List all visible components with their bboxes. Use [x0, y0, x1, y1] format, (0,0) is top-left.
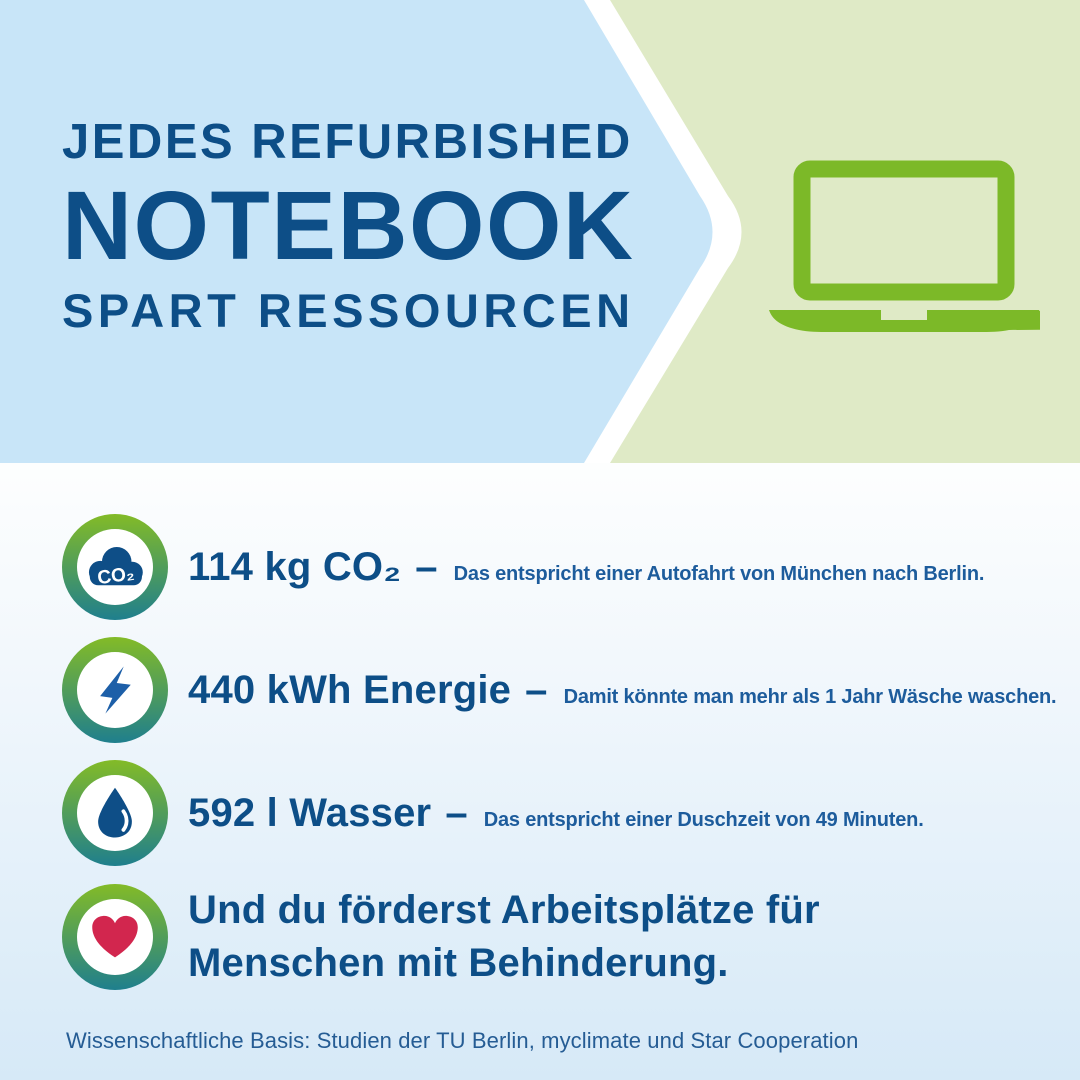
co2-icon-inner — [77, 529, 153, 605]
fact-value: 440 kWh Energie — [188, 667, 512, 712]
laptop-icon — [768, 155, 1040, 337]
fact-row-energy — [62, 637, 1056, 743]
water-drop-icon — [62, 760, 168, 866]
title-line-3: SPART RESSOURCEN — [62, 283, 635, 337]
fact-description: Das entspricht einer Autofahrt von München nach Berlin. — [453, 562, 985, 585]
fact-dash: – — [525, 667, 548, 712]
fact-row-co2 — [62, 514, 984, 620]
fact-text-jobs — [188, 884, 820, 990]
fact-description: Damit könnte man mehr als 1 Jahr Wäsche waschen. — [563, 685, 1057, 708]
lightning-icon-inner — [77, 652, 153, 728]
facts-section — [0, 463, 1080, 1080]
fact-description: Das entspricht einer Duschzeit von 49 Minuten. — [483, 808, 924, 831]
header-band — [0, 0, 1080, 463]
lightning-icon — [62, 637, 168, 743]
fact-value: 114 kg CO₂ — [188, 544, 402, 589]
bolt-glyph — [87, 662, 143, 718]
fact-text-water — [188, 791, 924, 836]
title-line-1: JEDES REFURBISHED — [62, 115, 633, 169]
svg-text:CO₂: CO₂ — [96, 563, 136, 590]
source-note: Wissenschaftliche Basis: Studien der TU Berlin, myclimate und Star Cooperation — [66, 1028, 859, 1053]
fact-row-water — [62, 760, 924, 866]
drop-glyph — [88, 785, 142, 841]
fact-text-co2 — [188, 545, 984, 590]
page-title — [62, 116, 635, 337]
fact-row-jobs — [62, 884, 820, 990]
fact-text-energy — [188, 668, 1056, 713]
heart-glyph — [89, 913, 141, 961]
jobs-line-2: Menschen mit Behinderung. — [188, 941, 729, 985]
heart-icon — [62, 884, 168, 990]
co2-cloud-icon — [62, 514, 168, 620]
jobs-line-1: Und du förderst Arbeitsplätze für — [188, 888, 820, 933]
title-line-2: NOTEBOOK — [62, 170, 635, 280]
fact-dash: – — [415, 544, 438, 589]
fact-dash: – — [445, 790, 468, 835]
water-icon-inner — [77, 775, 153, 851]
cloud-glyph — [82, 541, 148, 593]
fact-value: 592 l Wasser — [188, 790, 432, 835]
heart-icon-inner — [77, 899, 153, 975]
